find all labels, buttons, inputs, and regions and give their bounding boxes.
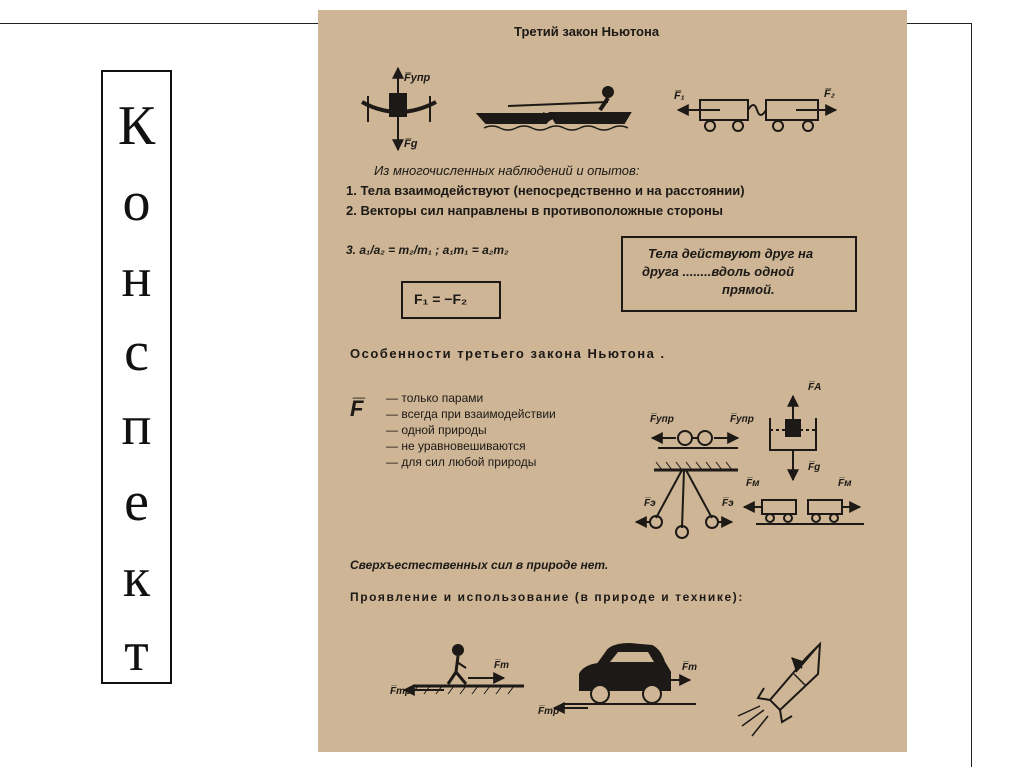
ratio-formula: 3. a₁/a₂ = m₂/m₁ ; a₁m₁ = a₂m₂ xyxy=(346,243,509,257)
force-formula: F₁ = −F₂ xyxy=(414,291,468,307)
magnet-carts-figure xyxy=(744,500,864,524)
side-title-letter: т xyxy=(124,621,149,683)
frame-right-line xyxy=(971,23,972,767)
label-f-m-left: F̅м xyxy=(746,478,760,489)
features-title: Особенности третьего закона Ньютона . xyxy=(350,346,666,361)
label-f-tr-walker: F̅тр xyxy=(390,686,412,697)
label-f-e-right: F̅э xyxy=(722,498,734,509)
label-f-t-walker: F̅т xyxy=(494,660,509,671)
side-title-letter: К xyxy=(117,95,156,157)
side-title-letter: с xyxy=(124,321,149,383)
scanned-page xyxy=(318,10,907,752)
label-f-g: F̅g xyxy=(404,138,418,150)
side-title-letter: о xyxy=(122,171,151,233)
car-figure xyxy=(554,644,696,708)
label-f-upr: F̅упр xyxy=(404,72,431,84)
carts-figure xyxy=(678,100,836,131)
force-symbol: F̅ xyxy=(350,396,364,421)
side-title-letter: н xyxy=(121,247,152,309)
statement-line: прямой. xyxy=(722,282,775,297)
statement-line: Тела действуют друг на xyxy=(648,246,814,261)
label-f-upr-right: F̅упр xyxy=(730,414,754,425)
page-drawings xyxy=(318,10,907,752)
statement-line: друга ........вдоль одной xyxy=(642,264,795,279)
observation-item: 1. Тела взаимодействуют (непосредственно и на расстоянии) xyxy=(346,183,745,198)
label-f-a: F̅A xyxy=(808,382,822,393)
label-f-m-right: F̅м xyxy=(838,478,852,489)
boats-figure xyxy=(478,87,630,130)
spring-balls-figure xyxy=(652,431,738,448)
label-f2: F̅₂ xyxy=(824,88,835,100)
page-title: Третий закон Ньютона xyxy=(514,24,660,39)
feature-item: — одной природы xyxy=(386,423,487,437)
side-title-letter: п xyxy=(121,395,152,457)
supernatural-note: Сверхъестественных сил в природе нет. xyxy=(350,558,609,572)
side-title-letter: е xyxy=(124,471,149,533)
feature-item: — всегда при взаимодействии xyxy=(386,407,556,421)
feature-item: — только парами xyxy=(386,391,484,405)
label-f-e-left: F̅э xyxy=(644,498,656,509)
label-f-tr-car: F̅тр xyxy=(538,706,560,717)
observation-item: 2. Векторы сил направлены в противоположные стороны xyxy=(346,203,723,218)
observations-header: Из многочисленных наблюдений и опытов: xyxy=(374,163,640,178)
label-f-g-vessel: F̅g xyxy=(808,462,821,473)
feature-item: — для сил любой природы xyxy=(386,455,537,469)
side-title-box xyxy=(101,70,172,684)
label-f1: F̅₁ xyxy=(674,90,685,102)
rocket-figure xyxy=(738,644,820,736)
label-f-t-car: F̅т xyxy=(682,662,697,673)
label-f-upr-left: F̅упр xyxy=(650,414,674,425)
manifestation-title: Проявление и использование (в природе и технике): xyxy=(350,590,744,604)
feature-item: — не уравновешиваются xyxy=(386,439,526,453)
side-title-letter: к xyxy=(122,547,151,609)
